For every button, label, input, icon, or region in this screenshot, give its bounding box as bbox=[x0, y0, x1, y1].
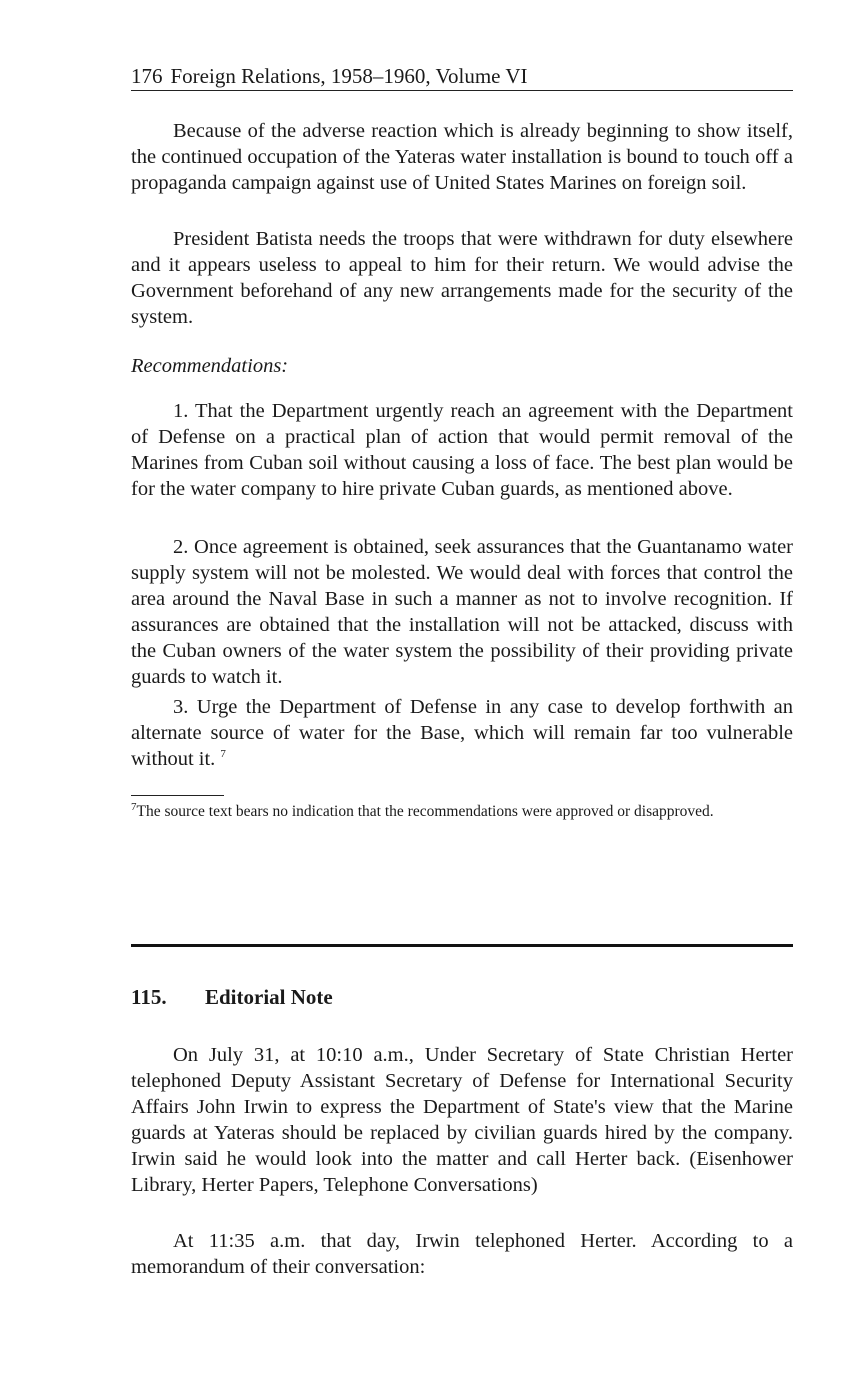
editorial-note-paragraph-2: At 11:35 a.m. that day, Irwin telephoned Herter. According to a memorandum of their conversation: bbox=[131, 1230, 793, 1278]
running-head bbox=[131, 62, 793, 91]
footnote-divider bbox=[131, 795, 224, 796]
paragraph-adverse-reaction: Because of the adverse reaction which is already beginning to show itself, the continued occupation of the Yateras water installation is bound to touch off a propaganda campaign against use of United States Marines on foreign soil. bbox=[131, 120, 793, 194]
footnote-marker: 7 bbox=[131, 800, 137, 813]
volume-title: Foreign Relations, 1958–1960, Volume VI bbox=[170, 64, 528, 88]
section-title: Editorial Note bbox=[205, 985, 333, 1009]
editorial-note-paragraph-1: On July 31, at 10:10 a.m., Under Secretary of State Christian Herter telephoned Deputy Assistant Secretary of Defense for International Security Affairs John Irwin to express the Department of State's view that the Marine guards at Yateras should be replaced by civilian guards hired by the company. Irwin said he would look into the matter and call Herter back. (Eisenhower Library, Herter Papers, Telephone Conversations) bbox=[131, 1044, 793, 1196]
footnote bbox=[131, 802, 793, 822]
section-number: 115. bbox=[131, 985, 167, 1009]
paragraph-batista: President Batista needs the troops that were withdrawn for duty elsewhere and it appears useless to appeal to him for their return. We would advise the Government beforehand of any new arrangements made for the security of the system. bbox=[131, 228, 793, 328]
section-divider bbox=[131, 944, 793, 947]
recommendation-1: 1. That the Department urgently reach an agreement with the Department of Defense on a practical plan of action that would permit removal of the Marines from Cuban soil without causing a loss of face. The best plan would be for the water company to hire private Cuban guards, as mentioned above. bbox=[131, 400, 793, 500]
recommendation-3-text: 3. Urge the Department of Defense in any case to develop forthwith an alternate source of water for the Base, which will remain far too vulnerable without it. bbox=[131, 696, 793, 770]
section-heading bbox=[131, 983, 333, 1011]
footnote-text: The source text bears no indication that the recommendations were approved or disapproved. bbox=[136, 803, 714, 820]
footnote-reference: 7 bbox=[220, 748, 226, 761]
recommendations-heading: Recommendations: bbox=[131, 355, 289, 377]
page-number: 176 bbox=[131, 64, 163, 88]
recommendation-2: 2. Once agreement is obtained, seek assurances that the Guantanamo water supply system will not be molested. We would deal with forces that control the area around the Naval Base in such a manner as not to involve recognition. If assurances are obtained that the installation will not be attacked, discuss with the Cuban owners of the water system the possibility of their providing private guards to watch it. bbox=[131, 536, 793, 688]
recommendation-3 bbox=[131, 694, 793, 772]
